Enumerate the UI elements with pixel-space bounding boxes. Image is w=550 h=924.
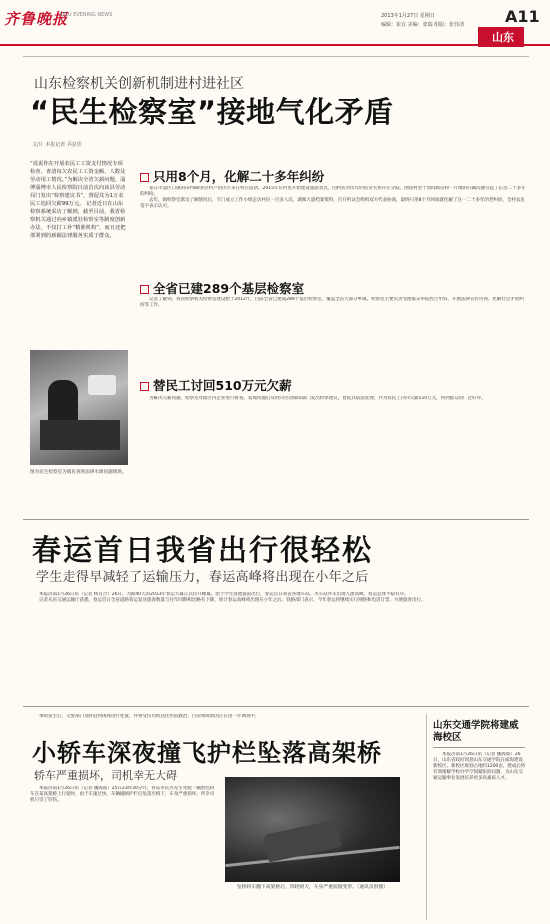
story1-kicker: 山东检察机关创新机制进村进社区 — [34, 76, 244, 92]
story3-photo — [225, 777, 400, 882]
sidebar-headline: 山东交通学院将建威海校区 — [433, 720, 519, 743]
story2-rule — [23, 519, 529, 520]
masthead-rule — [0, 44, 550, 46]
story1-photo — [30, 350, 128, 465]
story1-body-3: 为解决欠薪问题，检察室对辖区内企业进行排查，发现问题后及时向劳动保障部门发出检察建议，督促其依法处理，共为农民工讨回欠薪510万元，得到群众的广泛好评。 — [149, 396, 486, 401]
sidebar-rule — [433, 747, 525, 748]
story1-subhead-1: 只用8个月，化解二十多年纠纷 — [140, 167, 324, 185]
issue-date: 2013年1月27日 星期日 — [381, 13, 435, 19]
story1-byline: 文/片 本报记者 乔显佳 — [32, 142, 82, 148]
story1-lead-paragraph: “说说你在开展农民工工资支付情况专项检查、查清每欠农民工工资金额、人数及劳动用工情况。”为解决全省欠薪问题，淄博淄博市人民检察院日前首次向该县劳动局门发出“检察建议书”，督促其为1万农民工追回欠薪99万元。 记者近日在山东检察系统采访了解到，截至目前，我省检察机关通过向乡镇派驻检察室等制度创新办法，不仅打工补“精准机构”，而且还把部署到的新颖法律服务实质于群众。 — [30, 161, 126, 239]
sidebar-body: 本报济南1月26日讯（记者 魏海波）26日，山东省政府同意山东交通学院在威海建设新校区。新校区规划占地约1200亩，建成后将有效缓解学校办学空间紧张的问题，为山东交通运输事业发展培养更多高素质人才。 — [433, 752, 526, 781]
story1-photo-caption: 图为民生检察室为镇民查询法律水源问题现场。 — [30, 470, 127, 475]
page-code: A11 — [505, 7, 540, 26]
section-label: 山东 — [478, 27, 524, 47]
story1-headline: “民生检察室”接地气化矛盾 — [30, 95, 394, 129]
editors-line: 编辑：崔宜 美编：张瑞 组版：张伟清 — [381, 22, 465, 28]
newspaper-logo-subtitle: QILU EVENING NEWS — [60, 12, 113, 18]
story1-subhead-3: 替民工讨回510万元欠薪 — [140, 376, 292, 394]
story2-headline: 春运首日我省出行很轻松 — [32, 533, 374, 567]
story2-body: 本报济南1月26日讯（记者 杨百合）26日，为期40天的2013年春运大幕正式拉开帷幕。由于学生客流提前出行，春运首日我省各地车站、火车站并未出现人流高峰，客运总体平稳有序。 记者从省交通运输厅获悉，春运首日全省道路客运发送旅客数量与往年同期相比略有下降，预计春运高峰将出现在小年之后。铁路部门表示，今年春运将继续实行网络和电话订票，方便旅客出行。 — [39, 592, 426, 603]
story3-top-text: 事故发生后，交警部门及时赶到现场进行处置，并将受伤司机送往医院救治。目前事故原因正在进一步调查中。 — [39, 714, 260, 719]
story2-subheadline: 学生走得早减轻了运输压力，春运高峰将出现在小年之后 — [36, 570, 369, 585]
story1-body-1: 家在市淄区口镇的田村80多位村户因历年来在村庄借款，2015年在村里开始建设旅游景点，因村民对历年的借贷关系存在分歧，围绕村里十余间新房和一片地的归属问题引起了长达二十多年的纠纷。 去年，镇检察室派员了解情况后，专门成立工作小组走访村民一百多人次，调阅大量档案资料，召开听证会组织双方代表协商，最终只用8个月时间就化解了这一二十多年的老纠纷，全村农民签字表示认可。 — [140, 186, 526, 209]
subhead-box-icon — [140, 285, 149, 294]
photo-person-silhouette — [48, 380, 78, 425]
newspaper-logo: 齐鲁晚报 — [4, 10, 69, 28]
photo-desk — [40, 420, 120, 450]
subhead-box-icon — [140, 173, 149, 182]
story1-subhead-2: 全省已建289个基层检察室 — [140, 279, 304, 297]
photo-monitor — [88, 375, 116, 395]
story3-photo-caption: 坠桥轿车翻下高架桥后，四轮朝天，车身严重损毁变形。（通讯员供图） — [236, 885, 389, 890]
subhead-box-icon — [140, 382, 149, 391]
story3-rule — [23, 706, 529, 707]
story3-body: 本报济南1月26日讯（记者 魏海波）25日23时30分许，青岛市民苏先生驾驶一辆黑色轿车在某高架桥上行驶时，由于车速过快，车辆撞断护栏后坠落至桥下，车身严重损坏，所幸司机只受了轻伤。 — [30, 786, 215, 803]
story3-headline: 小轿车深夜撞飞护栏坠落高架桥 — [32, 739, 382, 767]
story3-subheadline: 轿车严重损坏，司机幸无大碍 — [34, 769, 177, 782]
masthead — [0, 0, 550, 48]
story1-body-2: 记者了解到，我省检察机关检察室建设始于2012年，目前全省已建成289个基层检察室，覆盖全省大部分乡镇。检察室主要负责受理群众举报控告申诉、开展法律宣传咨询、化解社会矛盾纠纷等工作。 — [140, 297, 524, 308]
